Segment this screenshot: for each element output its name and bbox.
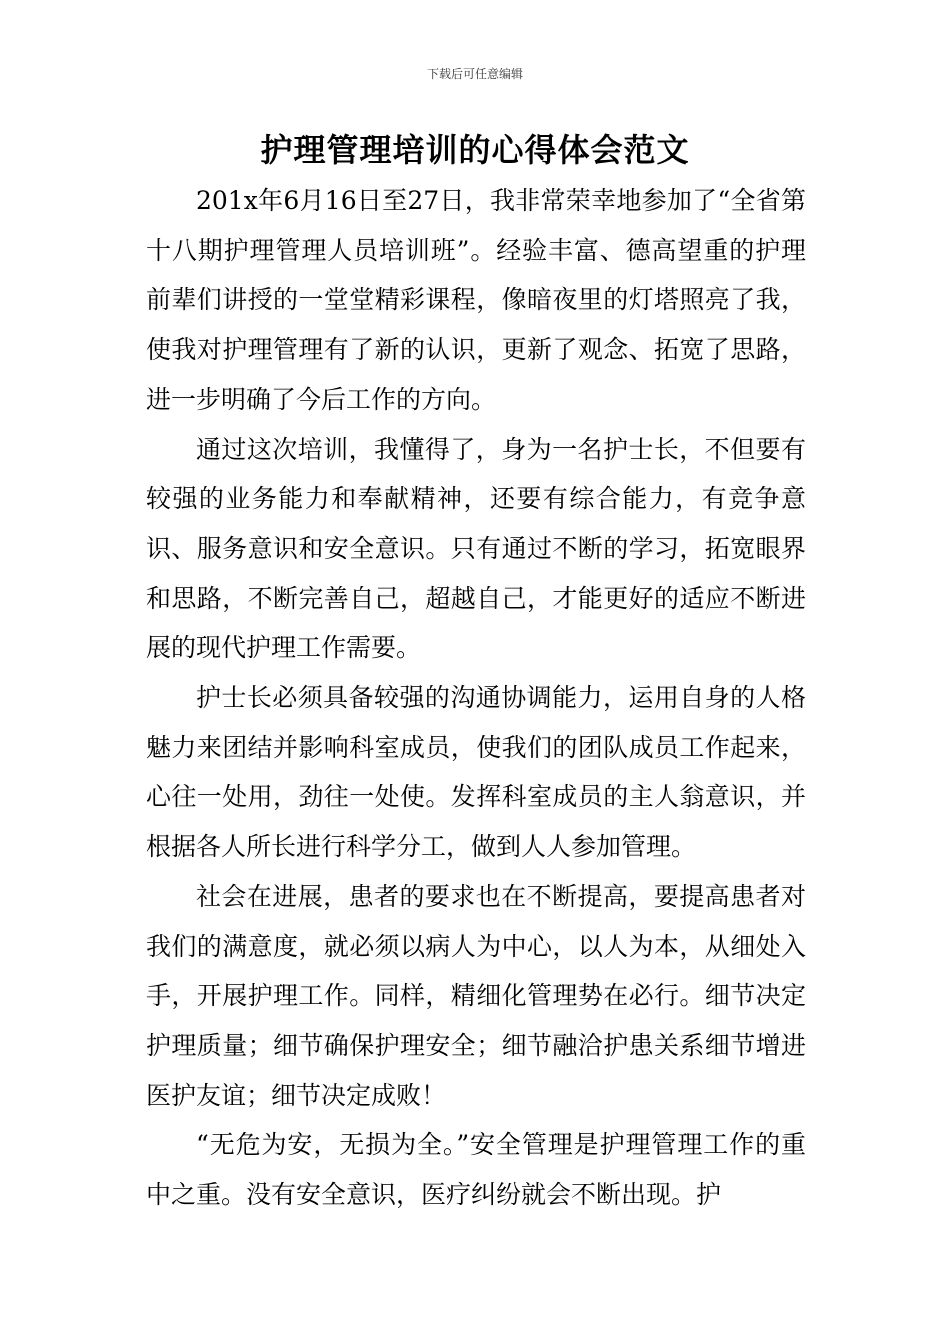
document-body [146,176,806,1220]
paragraph-3: 护士长必须具备较强的沟通协调能力，运用自身的人格魅力来团结并影响科室成员，使我们的团队成员工作起来，心往一处用，劲往一处使。发挥科室成员的主人翁意识，并根据各人所长进行科学分工，做到人人参加管理。 [146,683,806,862]
paragraph-5: “无危为安，无损为全。”安全管理是护理管理工作的重中之重。没有安全意识，医疗纠纷就会不断出现。护 [146,1130,806,1210]
paragraph-4: 社会在进展，患者的要求也在不断提高，要提高患者对我们的满意度，就必须以病人为中心，以人为本，从细处入手，开展护理工作。同样，精细化管理势在必行。细节决定护理质量；细节确保护理安全；细节融洽护患关系细节增进医护友谊；细节决定成败！ [146,881,806,1110]
header-note: 下载后可任意编辑 [426,67,523,81]
document-title: 护理管理培训的心得体会范文 [260,131,690,169]
paragraph-2: 通过这次培训，我懂得了，身为一名护士长，不但要有较强的业务能力和奉献精神，还要有综合能力，有竞争意识、服务意识和安全意识。只有通过不断的学习，拓宽眼界和思路，不断完善自己，超越自己，才能更好的适应不断进展的现代护理工作需要。 [146,434,806,663]
paragraph-1: 201x年6月16日至27日，我非常荣幸地参加了“全省第十八期护理管理人员培训班”。经验丰富、德高望重的护理前辈们讲授的一堂堂精彩课程，像暗夜里的灯塔照亮了我，使我对护理管理有了新的认识，更新了观念、拓宽了思路，进一步明确了今后工作的方向。 [146,186,806,414]
